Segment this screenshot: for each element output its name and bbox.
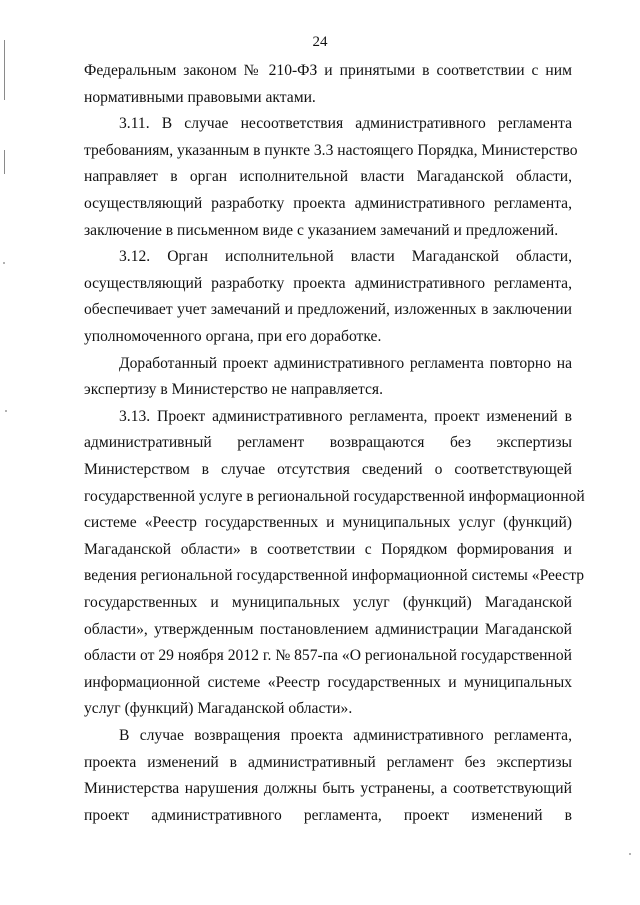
text-line: информационной системе «Реестр государственных и муниципальных — [84, 674, 572, 691]
text-line: Федеральным законом № 210-ФЗ и принятыми в соответствии с ним — [84, 62, 572, 79]
text-line: проекта изменений в административный регламент без экспертизы — [84, 754, 572, 771]
text-line: заключение в письменном виде с указанием замечаний и предложений. — [84, 222, 559, 239]
text-line: услуг (функций) Магаданской области». — [84, 700, 353, 717]
text-line: обеспечивает учет замечаний и предложений, изложенных в заключении — [84, 301, 572, 318]
text-line: В случае возвращения проекта административного регламента, — [119, 727, 572, 744]
text-line: Доработанный проект административного регламента повторно на — [119, 355, 572, 372]
text-line: Министерства нарушения должны быть устранены, а соответствующий — [84, 780, 572, 797]
text-line: направляет в орган исполнительной власти Магаданской области, — [84, 168, 572, 185]
text-line: нормативными правовыми актами. — [84, 89, 316, 106]
text-line: проект административного регламента, проект изменений в — [84, 807, 572, 824]
text-line: государственной услуге в региональной государственной информационной — [84, 488, 585, 505]
scan-edge-mark — [4, 150, 5, 174]
text-line: государственных и муниципальных услуг (функций) Магаданской — [84, 594, 572, 611]
text-line: 3.13. Проект административного регламента, проект изменений в — [119, 408, 572, 425]
text-line: Министерством в случае отсутствия сведений о соответствующей — [84, 461, 572, 478]
text-line: экспертизу в Министерство не направляется. — [84, 381, 383, 398]
text-line: ведения региональной государственной информационной системы «Реестр — [84, 567, 585, 584]
text-line: административный регламент возвращаются без экспертизы — [84, 434, 572, 451]
text-line: осуществляющий разработку проекта административного регламента, — [84, 275, 572, 292]
text-line: системе «Реестр государственных и муниципальных услуг (функций) — [84, 514, 572, 531]
text-line: уполномоченного органа, при его доработке. — [84, 328, 382, 345]
scan-speck — [629, 853, 631, 855]
text-line: 3.11. В случае несоответствия административного регламента — [119, 115, 572, 132]
text-line: области», утвержденным постановлением администрации Магаданской — [84, 621, 572, 638]
page-number: 24 — [312, 34, 328, 50]
text-line: требованиям, указанным в пункте 3.3 настоящего Порядка, Министерство — [84, 142, 578, 159]
text-line: области от 29 ноября 2012 г. № 857-па «О региональной государственной — [84, 647, 572, 664]
scan-speck — [5, 410, 7, 412]
text-line: Магаданской области» в соответствии с Порядком формирования и — [84, 541, 572, 558]
scan-speck — [3, 262, 5, 264]
text-line: 3.12. Орган исполнительной власти Магаданской области, — [119, 248, 572, 265]
text-line: осуществляющий разработку проекта административного регламента, — [84, 195, 572, 212]
